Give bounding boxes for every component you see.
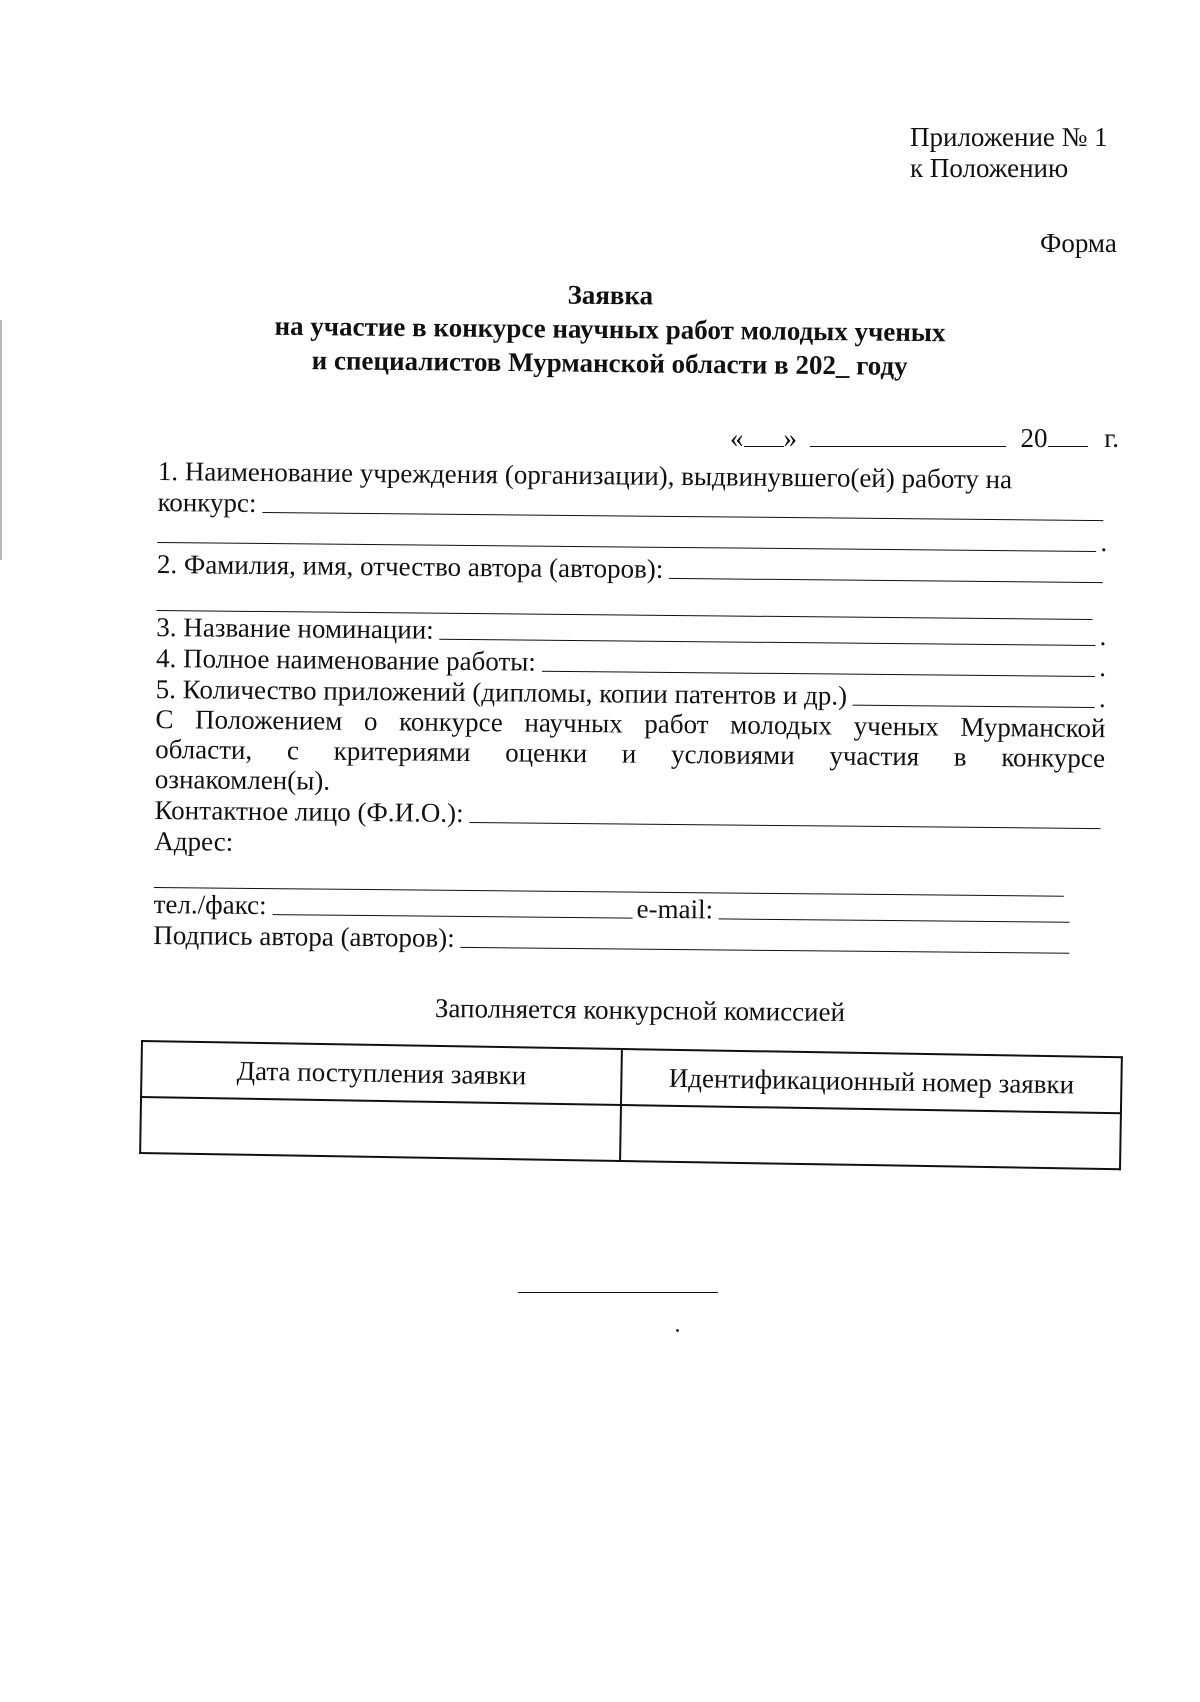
item-3-period: . bbox=[1099, 621, 1107, 652]
phone-blank[interactable] bbox=[273, 914, 633, 918]
header-receipt-date: Дата поступления заявки bbox=[141, 1041, 622, 1105]
end-separator-line bbox=[518, 1292, 718, 1293]
title-line-2: на участие в конкурсе научных работ молодых ученых bbox=[274, 310, 946, 348]
commission-table bbox=[139, 1040, 1123, 1170]
attachments-count-blank[interactable] bbox=[853, 705, 1095, 708]
title-line-1: Заявка bbox=[567, 279, 654, 311]
item-5-label: 5. Количество приложений (дипломы, копии патентов и др.) bbox=[155, 673, 848, 711]
day-blank[interactable] bbox=[744, 420, 784, 447]
year-blank[interactable] bbox=[1048, 420, 1088, 447]
item-1-label: 1. Наименование учреждения (организации), выдвинувшего(ей) работу на bbox=[157, 455, 1013, 495]
signature-label: Подпись автора (авторов): bbox=[153, 919, 455, 953]
receipt-date-cell[interactable] bbox=[140, 1097, 621, 1161]
appendix-reference bbox=[910, 122, 1108, 184]
work-title-blank[interactable] bbox=[542, 671, 1095, 677]
appendix-number: Приложение № 1 bbox=[910, 122, 1108, 152]
stray-dot bbox=[676, 1329, 679, 1332]
agreement-line-3: ознакомлен(ы). bbox=[154, 763, 331, 796]
email-label: e-mail: bbox=[636, 893, 714, 925]
title-line-3: и специалистов Мурманской области в 202_ году bbox=[311, 345, 908, 381]
year-suffix: г. bbox=[1104, 423, 1120, 453]
item-1-period: . bbox=[1100, 527, 1108, 558]
item-2-label: 2. Фамилия, имя, отчество автора (авторов): bbox=[156, 548, 664, 584]
scan-edge-mark bbox=[0, 320, 2, 560]
commission-heading: Заполняется конкурсной комиссией bbox=[434, 993, 846, 1027]
month-blank[interactable] bbox=[810, 420, 1006, 447]
author-name-blank[interactable] bbox=[669, 578, 1103, 583]
appendix-to-regulation: к Положению bbox=[910, 153, 1069, 183]
document-title bbox=[240, 274, 981, 383]
item-4-period: . bbox=[1099, 652, 1107, 683]
form-label: Форма bbox=[1040, 228, 1117, 258]
phone-label: тел./факс: bbox=[153, 888, 267, 921]
date-open-quote: « bbox=[730, 423, 744, 453]
email-blank[interactable] bbox=[719, 918, 1070, 922]
signature-blank[interactable] bbox=[461, 947, 1070, 954]
agreement-line-1: С Положением о конкурсе научных работ молодых ученых Мурманской bbox=[155, 703, 1106, 744]
item-3-label: 3. Название номинации: bbox=[156, 611, 434, 645]
agreement-line-2: области, с критериями оценки и условиями участия в конкурсе bbox=[155, 733, 1106, 774]
year-prefix: 20 bbox=[1020, 423, 1048, 453]
application-fields bbox=[153, 455, 1108, 959]
contact-label: Контактное лицо (Ф.И.О.): bbox=[154, 794, 464, 828]
item-1-label-cont: конкурс: bbox=[157, 486, 257, 518]
application-id-cell[interactable] bbox=[620, 1105, 1121, 1169]
item-5-period: . bbox=[1098, 683, 1106, 714]
header-application-id: Идентификационный номер заявки bbox=[621, 1049, 1122, 1113]
address-label: Адрес: bbox=[154, 825, 234, 857]
item-4-label: 4. Полное наименование работы: bbox=[155, 642, 537, 677]
date-line bbox=[730, 420, 1119, 454]
date-close-quote: » bbox=[783, 423, 797, 453]
